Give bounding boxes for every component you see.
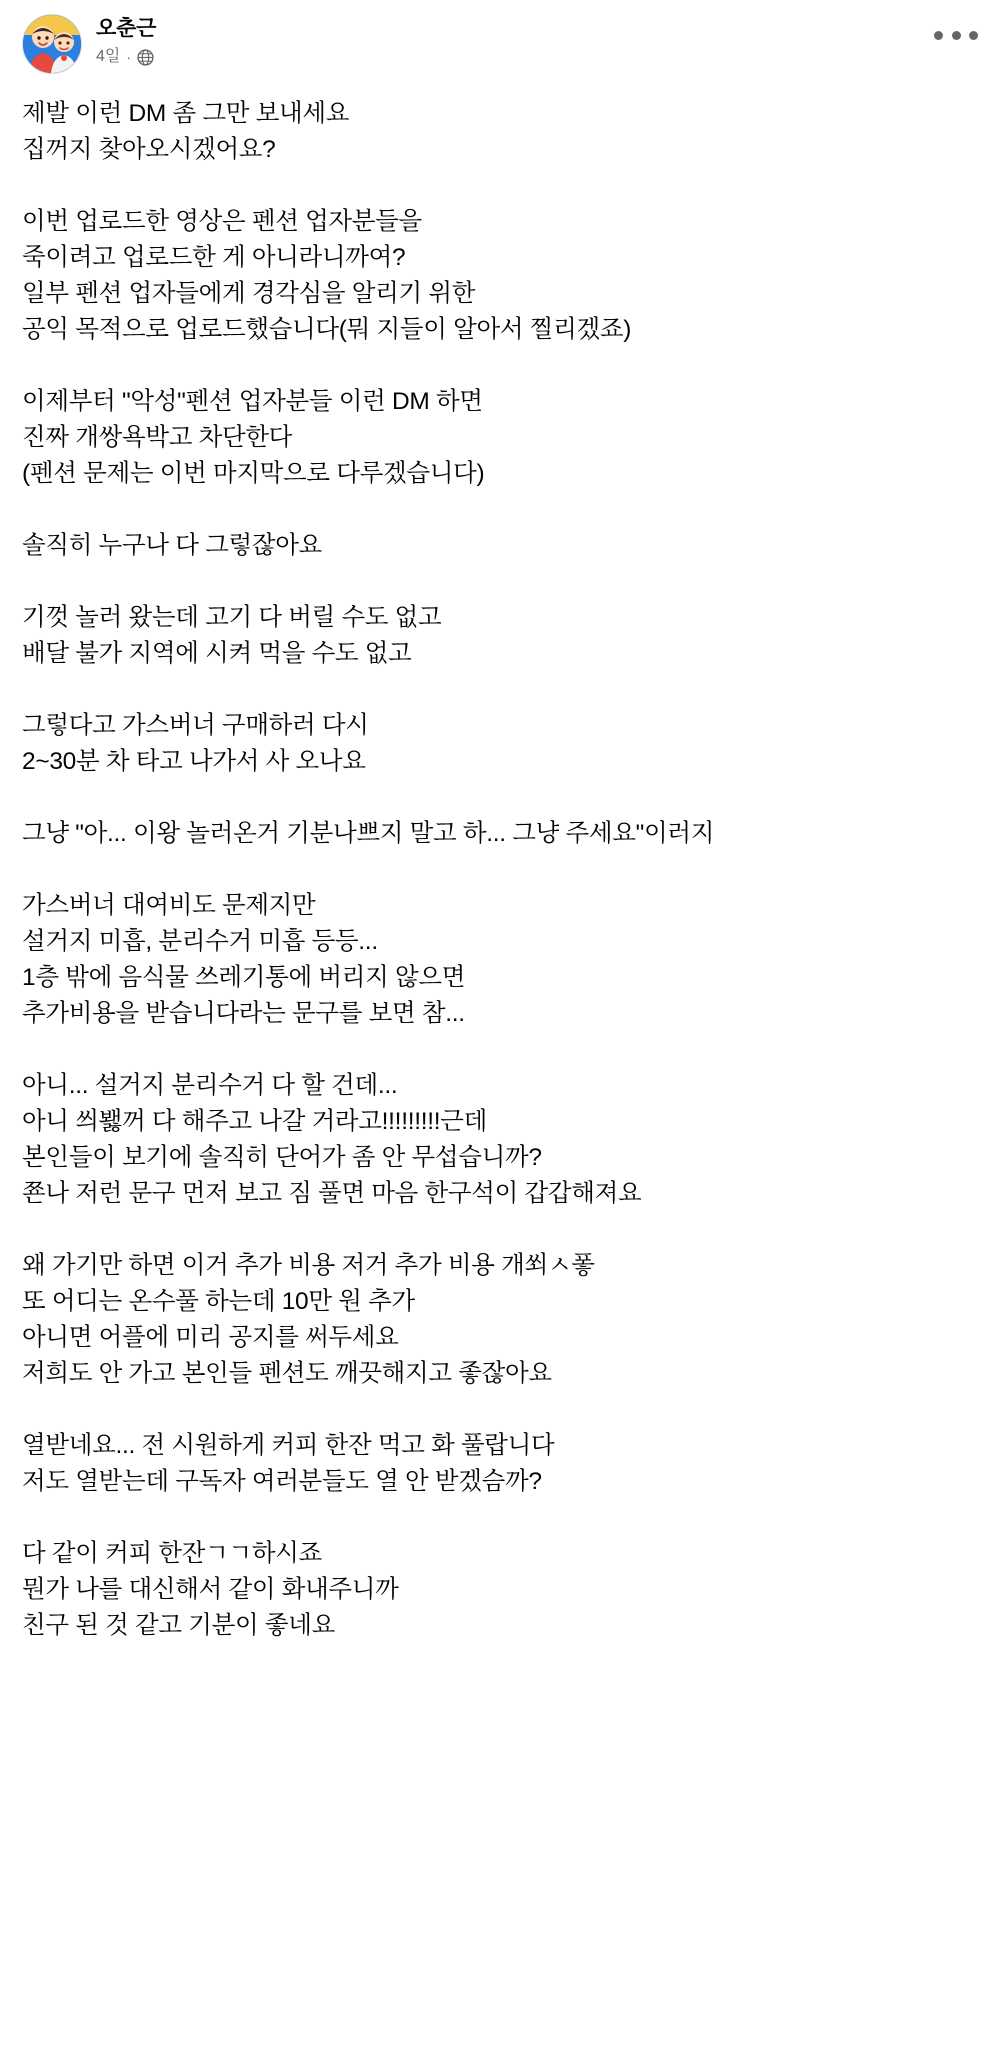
- post-body-line: 진짜 개쌍욕박고 차단한다: [22, 424, 293, 451]
- post-meta: [96, 47, 156, 67]
- post-body-line: 배달 불가 지역에 시켜 먹을 수도 없고: [22, 640, 412, 667]
- meta-separator: ·: [126, 49, 132, 65]
- post-body-line: 친구 된 것 같고 기분이 좋네요: [22, 1612, 335, 1639]
- post-body-line: 아니... 설거지 분리수거 다 할 건데...: [22, 1072, 398, 1099]
- post-body-blank-line: [22, 1500, 978, 1536]
- post-body-blank-line: [22, 1032, 978, 1068]
- post-body-blank-line: [22, 564, 978, 600]
- post-body-line: 뭔가 나를 대신해서 같이 화내주니까: [22, 1576, 399, 1603]
- post-body-blank-line: [22, 168, 978, 204]
- post-body-line: 1층 밖에 음식물 쓰레기통에 버리지 않으면: [22, 964, 466, 991]
- post-body-line: 저도 열받는데 구독자 여러분들도 열 안 받겠슴까?: [22, 1468, 542, 1495]
- post-body-line: 죽이려고 업로드한 게 아니라니까여?: [22, 244, 406, 271]
- post-body-line: 솔직히 누구나 다 그렇잖아요: [22, 532, 322, 559]
- post-body-line: 아니면 어플에 미리 공지를 써두세요: [22, 1324, 399, 1351]
- post-body-line: 2~30분 차 타고 나가서 사 오나요: [22, 748, 366, 775]
- post-body-line: 저희도 안 가고 본인들 펜션도 깨끗해지고 좋잖아요: [22, 1360, 552, 1387]
- post-body-line: 공익 목적으로 업로드했습니다(뭐 지들이 알아서 찔리겠죠): [22, 316, 632, 343]
- avatar[interactable]: [22, 14, 82, 74]
- post-body-line: 그냥 "아... 이왕 놀러온거 기분나쁘지 말고 하... 그냥 주세요"이러지: [22, 820, 715, 847]
- post-body-line: 설거지 미흡, 분리수거 미흡 등등...: [22, 928, 378, 955]
- globe-icon[interactable]: [137, 49, 154, 66]
- post-body-line: 이제부터 "악성"펜션 업자분들 이런 DM 하면: [22, 388, 483, 415]
- post-body-blank-line: [22, 492, 978, 528]
- post-body-line: 다 같이 커피 한잔ㄱㄱ하시죠: [22, 1540, 322, 1567]
- post-body-line: 이번 업로드한 영상은 펜션 업자분들을: [22, 208, 422, 235]
- post-body-line: 왜 가기만 하면 이거 추가 비용 저거 추가 비용 개쐬ㅅ퐇: [22, 1252, 595, 1279]
- ellipsis-icon[interactable]: [934, 22, 978, 48]
- post-body-line: 또 어디는 온수풀 하는데 10만 원 추가: [22, 1288, 415, 1315]
- post-body-line: 기껏 놀러 왔는데 고기 다 버릴 수도 없고: [22, 604, 442, 631]
- post-body-blank-line: [22, 348, 978, 384]
- post-header: [0, 0, 1000, 80]
- post-body-blank-line: [22, 672, 978, 708]
- cartoon-couple-avatar-icon: [23, 15, 81, 73]
- post-body-blank-line: [22, 780, 978, 816]
- post-body-line: 본인들이 보기에 솔직히 단어가 좀 안 무섭습니까?: [22, 1144, 542, 1171]
- post-body-line: 쬰나 저런 문구 먼저 보고 짐 풀면 마음 한구석이 갑갑해져요: [22, 1180, 642, 1207]
- post-body-line: 열받네요... 전 시원하게 커피 한잔 먹고 화 풀랍니다: [22, 1432, 555, 1459]
- post-header-text: [96, 14, 156, 67]
- post-timestamp[interactable]: 4일: [96, 48, 121, 65]
- post-body-line: 가스버너 대여비도 문제지만: [22, 892, 316, 919]
- post-body-line: 제발 이런 DM 좀 그만 보내세요: [22, 100, 350, 127]
- post-body-blank-line: [22, 1212, 978, 1248]
- post-body-line: 추가비용을 받습니다라는 문구를 보면 참...: [22, 1000, 465, 1027]
- post-body-blank-line: [22, 1392, 978, 1428]
- post-body: [0, 80, 1000, 1668]
- post-body-blank-line: [22, 852, 978, 888]
- post-body-line: 아니 씌봻꺼 다 해주고 나갈 거라고!!!!!!!!!근데: [22, 1108, 487, 1135]
- post-body-line: 그렇다고 가스버너 구매하러 다시: [22, 712, 369, 739]
- post-body-line: 일부 펜션 업자들에게 경각심을 알리기 위한: [22, 280, 476, 307]
- post-body-line: 집꺼지 찾아오시겠어요?: [22, 136, 276, 163]
- author-name[interactable]: 오춘근: [96, 17, 157, 40]
- post-body-line: (펜션 문제는 이번 마지막으로 다루겠습니다): [22, 460, 485, 487]
